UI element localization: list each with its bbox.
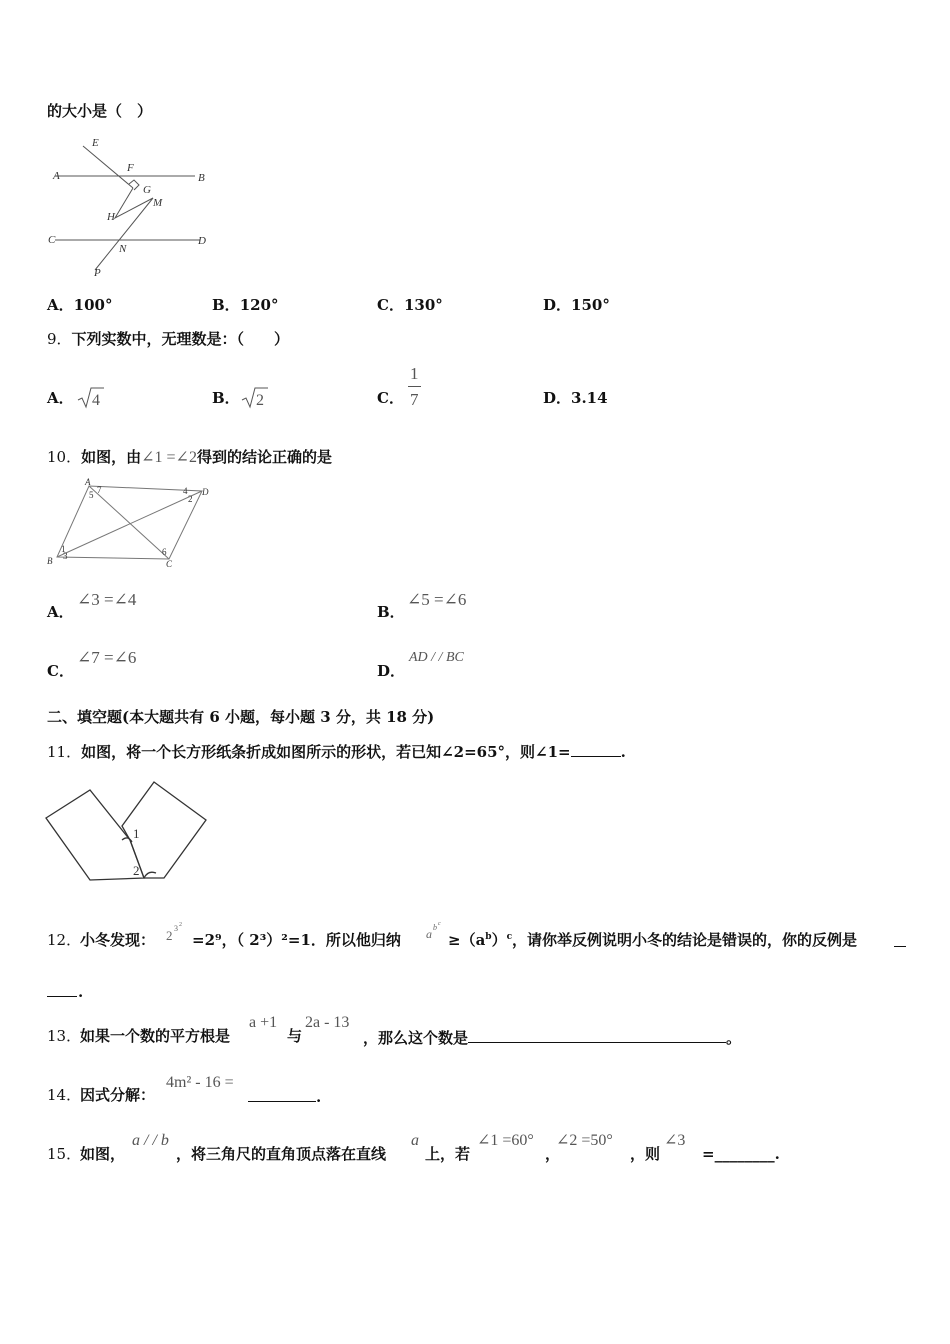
label-4: 4 bbox=[183, 486, 188, 496]
label-c: C bbox=[166, 559, 173, 569]
strip-left bbox=[46, 790, 144, 880]
fraction-bar bbox=[408, 386, 421, 387]
q14-math: 4m² - 16 = bbox=[166, 1074, 234, 1091]
q10-option-d-value: AD / / BC bbox=[409, 650, 464, 665]
label-angle-2: 2 bbox=[133, 863, 140, 878]
label-a: A bbox=[85, 477, 91, 487]
q12-expr2: $\ge(a^b)^c$ bbox=[448, 931, 513, 949]
q8-stem-tail: 的大小是（ ） bbox=[47, 102, 153, 120]
answer-blank-cont[interactable] bbox=[47, 983, 77, 997]
label-c: C bbox=[48, 234, 56, 246]
q8-option-a: A．100° bbox=[47, 296, 113, 314]
q8-figure bbox=[45, 130, 225, 280]
q15-math4: ∠2 =50° bbox=[556, 1132, 613, 1149]
q12-power-tower bbox=[164, 918, 194, 944]
q12-number: 12． bbox=[47, 931, 82, 949]
label-d: D bbox=[198, 235, 206, 247]
label-angle-1: 1 bbox=[133, 826, 140, 841]
q15-mid2: 上，若 bbox=[425, 1145, 471, 1163]
q9-option-c-denominator: 7 bbox=[410, 390, 419, 409]
answer-blank[interactable] bbox=[468, 1029, 726, 1043]
q13-math2: 2a - 13 bbox=[305, 1014, 350, 1031]
line-ghmnp bbox=[95, 188, 153, 270]
label-3: 3 bbox=[63, 551, 68, 561]
q11-figure bbox=[44, 778, 210, 884]
label-p: P bbox=[94, 267, 101, 279]
q10-option-a-letter: A． bbox=[47, 603, 74, 621]
q10-option-d-letter: D． bbox=[377, 662, 406, 680]
q15-end[interactable]: =________. bbox=[702, 1145, 780, 1163]
label-n: N bbox=[119, 243, 127, 255]
q14-answer: . bbox=[248, 1088, 321, 1105]
q15-number: 15． bbox=[47, 1145, 82, 1163]
label-b: B bbox=[47, 556, 53, 566]
q15-mid3: ，则 bbox=[630, 1145, 661, 1163]
answer-blank[interactable] bbox=[894, 933, 906, 947]
q10-figure bbox=[44, 476, 214, 571]
q12-stem-pre: 小冬发现： bbox=[80, 931, 156, 949]
q10-option-c-letter: C． bbox=[47, 662, 74, 680]
q15-math3: ∠1 =60° bbox=[477, 1132, 534, 1149]
line-ef bbox=[83, 146, 133, 188]
section-heading: 二、填空题(本大题共有 6 小题，每小题 3 分，共 18 分) bbox=[47, 708, 435, 726]
abc-exp: b bbox=[433, 923, 437, 932]
label-g: G bbox=[143, 184, 151, 196]
q9-option-a-letter: A． bbox=[47, 389, 74, 407]
label-h: H bbox=[107, 211, 115, 223]
label-d: D bbox=[202, 487, 209, 497]
sqrt-icon bbox=[76, 385, 106, 411]
abc-exp2: c bbox=[438, 921, 441, 927]
label-1: 1 bbox=[61, 544, 66, 554]
label-e: E bbox=[92, 137, 99, 149]
answer-blank[interactable] bbox=[248, 1088, 316, 1102]
q10-option-b-value: ∠5 =∠6 bbox=[407, 590, 467, 609]
q15-mid1: ，将三角尺的直角顶点落在直线 bbox=[176, 1145, 387, 1163]
label-6: 6 bbox=[162, 547, 167, 557]
q15-math2: a bbox=[411, 1132, 419, 1149]
diagonal-ac bbox=[89, 486, 169, 559]
q9-option-b-letter: B． bbox=[212, 389, 240, 407]
q12-expr1: =2⁹，（ 2³）²=1．所以他归纳 bbox=[192, 931, 401, 949]
q15-math1: a / / b bbox=[132, 1132, 169, 1149]
answer-blank[interactable] bbox=[571, 743, 621, 757]
label-b: B bbox=[198, 172, 205, 184]
q9-option-d: D．3.14 bbox=[543, 389, 608, 407]
q13-mid: 与 bbox=[287, 1027, 303, 1045]
q12-stem-post: ，请你举反例说明小冬的结论是错误的，你的反例是 bbox=[512, 931, 858, 949]
q11-stem: 11．如图，将一个长方形纸条折成如图所示的形状，若已知∠2=65°，则∠1= . bbox=[47, 743, 626, 761]
label-5: 5 bbox=[89, 490, 94, 500]
tower-base: 2 bbox=[166, 928, 173, 943]
label-7: 7 bbox=[97, 485, 102, 495]
q8-option-d: D．150° bbox=[543, 296, 610, 314]
q8-option-b: B．120° bbox=[212, 296, 279, 314]
sqrt-icon bbox=[240, 385, 270, 411]
label-f: F bbox=[127, 162, 134, 174]
diagonal-bd bbox=[57, 491, 202, 557]
q9-option-a-value: 4 bbox=[92, 392, 100, 409]
q13-number: 13． bbox=[47, 1027, 82, 1045]
q12-power-abc bbox=[424, 918, 450, 944]
q13-stem-pre: 如果一个数的平方根是 bbox=[80, 1027, 231, 1045]
label-2: 2 bbox=[188, 494, 193, 504]
q9-option-b-value: 2 bbox=[256, 392, 264, 409]
tower-exp2: 2 bbox=[179, 922, 182, 928]
q10-option-b-letter: B． bbox=[377, 603, 405, 621]
right-angle-mark bbox=[129, 180, 139, 190]
q14-number: 14． bbox=[47, 1086, 82, 1104]
q15-comma: ， bbox=[545, 1145, 561, 1163]
q8-option-c: C．130° bbox=[377, 296, 443, 314]
q14-stem: 因式分解： bbox=[80, 1086, 156, 1104]
q10-option-a-value: ∠3 =∠4 bbox=[77, 590, 137, 609]
q15-math5: ∠3 bbox=[664, 1132, 686, 1149]
label-a: A bbox=[53, 170, 60, 182]
q9-stem: 9．下列实数中，无理数是：（ ） bbox=[47, 330, 290, 348]
tower-exp: 3 bbox=[174, 924, 178, 933]
q10-option-c-value: ∠7 =∠6 bbox=[77, 648, 137, 667]
label-m: M bbox=[153, 197, 163, 209]
q13-stem-post: ，那么这个数是 。 bbox=[363, 1029, 742, 1047]
q13-math1: a +1 bbox=[249, 1014, 278, 1031]
angle-2-arc bbox=[144, 872, 156, 878]
q9-option-c-letter: C． bbox=[377, 389, 404, 407]
abc-base: a bbox=[426, 927, 432, 941]
q10-stem: 10．如图，由∠1 =∠2得到的结论正确的是 bbox=[47, 448, 332, 466]
q12-end: . bbox=[78, 983, 84, 1001]
q9-option-c-numerator: 1 bbox=[410, 364, 419, 383]
q15-stem-pre: 如图， bbox=[80, 1145, 126, 1163]
